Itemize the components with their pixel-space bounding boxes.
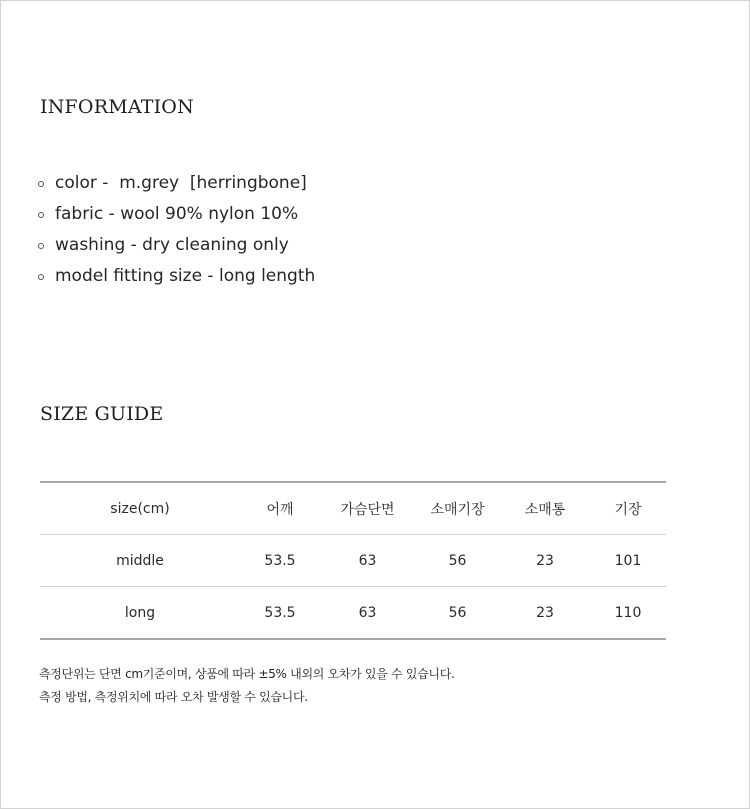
measurement-note: 측정단위는 단면 cm기준이며, 상품에 따라 ±5% 내외의 오차가 있을 수 있습니다. (39, 667, 455, 681)
header-size-cm: size(cm) (40, 482, 240, 535)
information-list (36, 168, 315, 292)
header-total-length: 기장 (590, 482, 666, 535)
header-sleeve-length: 소매기장 (415, 482, 500, 535)
header-shoulder: 어깨 (240, 482, 320, 535)
header-sleeve-width: 소매통 (500, 482, 590, 535)
circle-bullet-icon (38, 212, 44, 218)
table-row (40, 535, 666, 587)
size-label: middle (116, 552, 164, 569)
info-item-text: washing - dry cleaning only (55, 235, 289, 255)
circle-bullet-icon (38, 243, 44, 249)
total-length-value: 110 (590, 587, 666, 640)
size-table (40, 481, 666, 640)
size-guide-title: SIZE GUIDE (40, 403, 164, 425)
info-item-color (36, 168, 315, 199)
measurement-note: 측정 방법, 측정위치에 따라 오차 발생할 수 있습니다. (39, 690, 308, 704)
info-item-text: model fitting size - long length (55, 266, 316, 286)
size-table-header-row (40, 482, 666, 535)
information-title: INFORMATION (40, 96, 194, 118)
sleeve-width-value: 23 (536, 552, 554, 569)
info-item-fabric (36, 199, 315, 230)
info-item-model-fitting (36, 261, 315, 292)
table-row (40, 587, 666, 640)
total-length-value: 101 (614, 552, 642, 569)
header-chest: 가슴단면 (320, 482, 415, 535)
shoulder-value: 53.5 (240, 587, 320, 640)
info-item-text: fabric - wool 90% nylon 10% (55, 204, 299, 224)
shoulder-value: 53.5 (264, 552, 296, 569)
circle-bullet-icon (38, 181, 44, 187)
sleeve-length-value: 56 (415, 587, 500, 640)
sleeve-length-value: 56 (448, 552, 467, 569)
info-item-washing (36, 230, 315, 261)
chest-value: 63 (320, 587, 415, 640)
size-label: long (40, 587, 240, 640)
sleeve-width-value: 23 (500, 587, 590, 640)
chest-value: 63 (358, 552, 377, 569)
info-item-text: color - m.grey [herringbone] (55, 173, 307, 193)
circle-bullet-icon (38, 274, 44, 280)
